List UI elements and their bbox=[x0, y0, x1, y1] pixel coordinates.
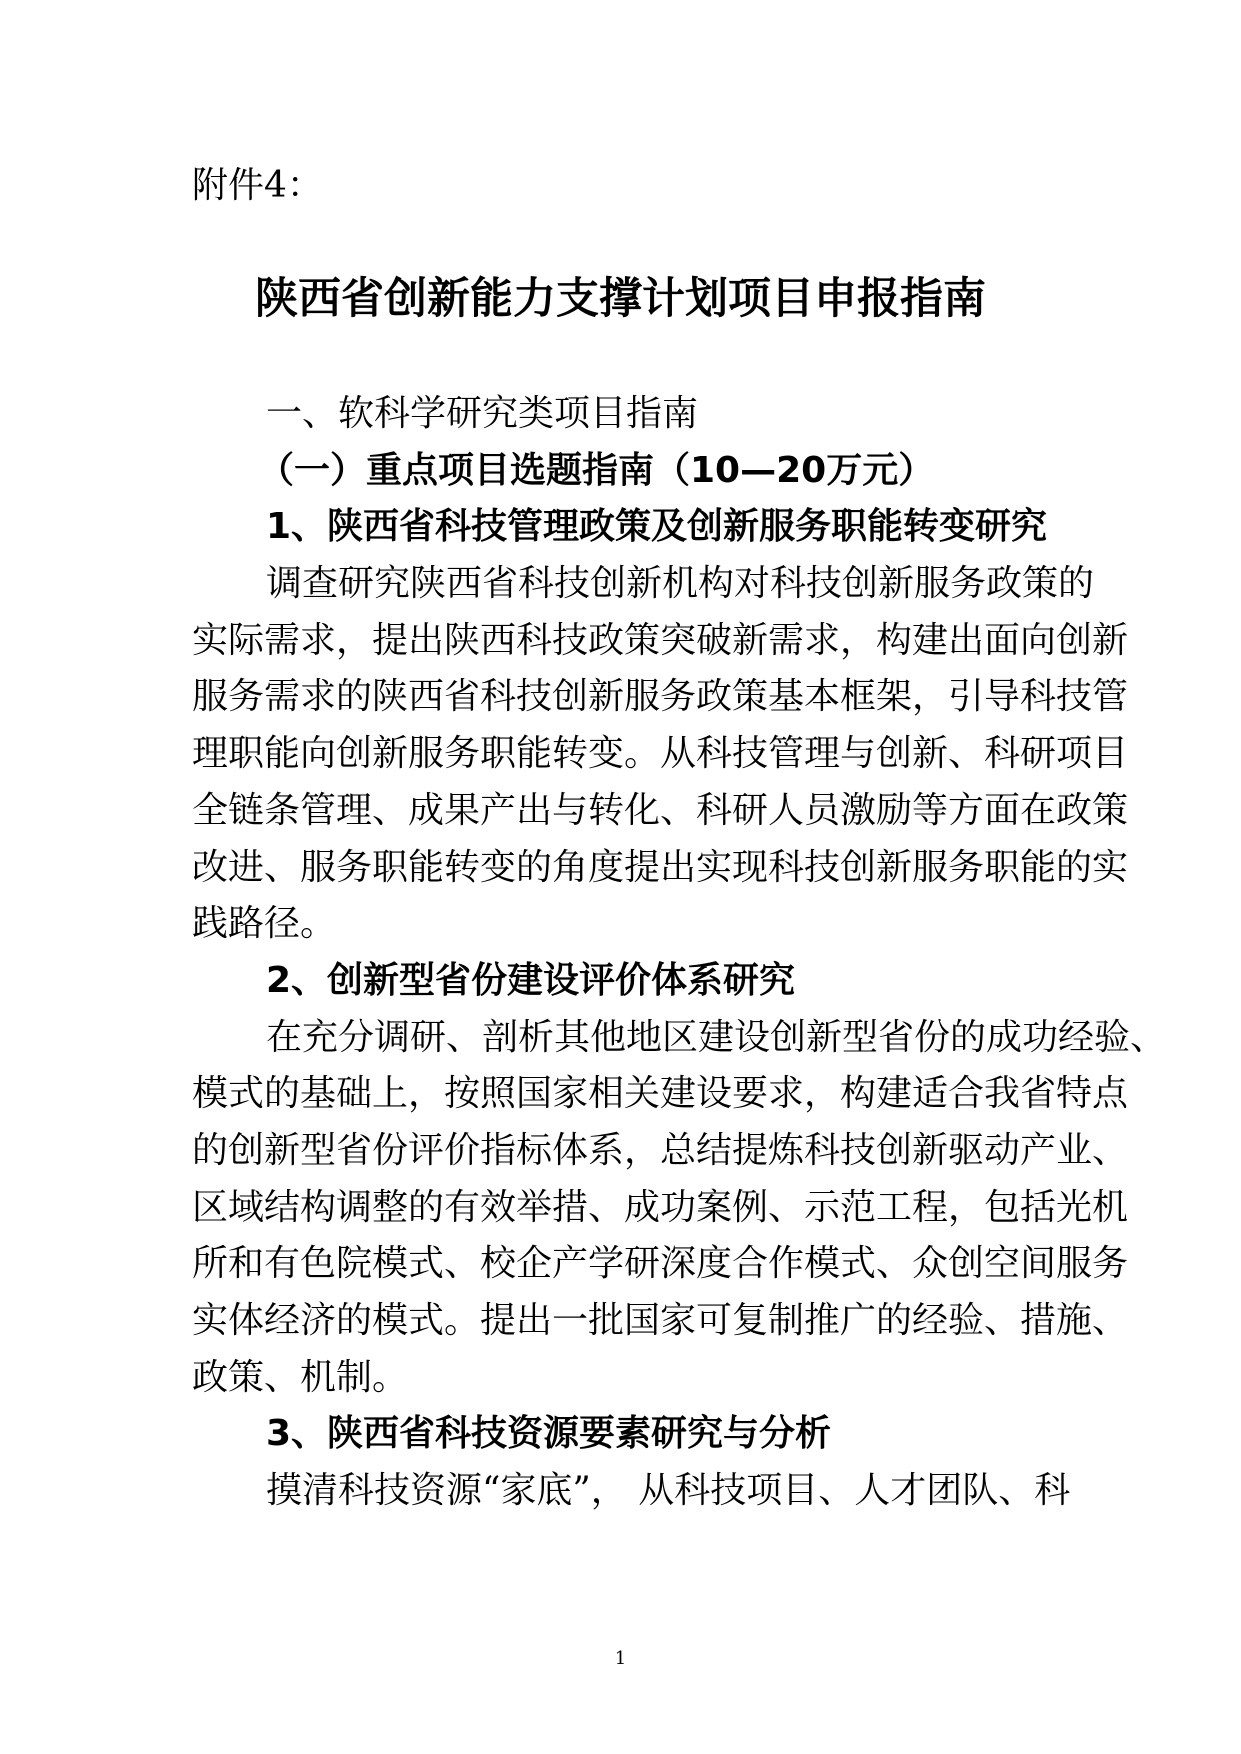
paragraph-line: 的创新型省份评价指标体系，总结提炼科技创新驱动产业、 bbox=[192, 1129, 1129, 1171]
topic-heading: 2、创新型省份建设评价体系研究 bbox=[266, 959, 796, 1001]
paragraph-line: 所和有色院模式、校企产学研深度合作模式、众创空间服务 bbox=[192, 1243, 1129, 1285]
paragraph-line: 全链条管理、成果产出与转化、科研人员激励等方面在政策 bbox=[192, 789, 1129, 831]
page-title: 陕西省创新能力支撑计划项目申报指南 bbox=[255, 274, 986, 324]
document-body bbox=[192, 386, 1167, 1520]
page-number: 1 bbox=[614, 1648, 627, 1669]
paragraph-line: 实体经济的模式。提出一批国家可复制推广的经验、措施、 bbox=[192, 1300, 1129, 1341]
subsection-heading: （一）重点项目选题指南（10—20万元） bbox=[258, 449, 935, 491]
paragraph-line: 理职能向创新服务职能转变。从科技管理与创新、科研项目 bbox=[192, 733, 1129, 775]
section-heading: 一、软科学研究类项目指南 bbox=[266, 393, 699, 434]
paragraph-line: 区域结构调整的有效举措、成功案例、示范工程，包括光机 bbox=[192, 1186, 1129, 1228]
paragraph-line: 服务需求的陕西省科技创新服务政策基本框架，引导科技管 bbox=[192, 676, 1129, 718]
attachment-label: 附件4： bbox=[192, 165, 323, 206]
paragraph-line: 政策、机制。 bbox=[192, 1356, 409, 1398]
paragraph-line: 模式的基础上，按照国家相关建设要求，构建适合我省特点 bbox=[192, 1073, 1129, 1115]
paragraph-line: 实际需求，提出陕西科技政策突破新需求，构建出面向创新 bbox=[192, 619, 1129, 661]
paragraph-line: 改进、服务职能转变的角度提出实现科技创新服务职能的实 bbox=[192, 846, 1129, 888]
paragraph-line: 调查研究陕西省科技创新机构对科技创新服务政策的 bbox=[266, 563, 1095, 605]
paragraph-line: 摸清科技资源“家底”， 从科技项目、人才团队、科 bbox=[266, 1470, 1071, 1512]
paragraph-line: 践路径。 bbox=[192, 903, 337, 945]
topic-heading: 1、陕西省科技管理政策及创新服务职能转变研究 bbox=[266, 506, 1048, 548]
topic-heading: 3、陕西省科技资源要素研究与分析 bbox=[266, 1413, 832, 1455]
paragraph-line: 在充分调研、剖析其他地区建设创新型省份的成功经验、 bbox=[266, 1016, 1167, 1058]
